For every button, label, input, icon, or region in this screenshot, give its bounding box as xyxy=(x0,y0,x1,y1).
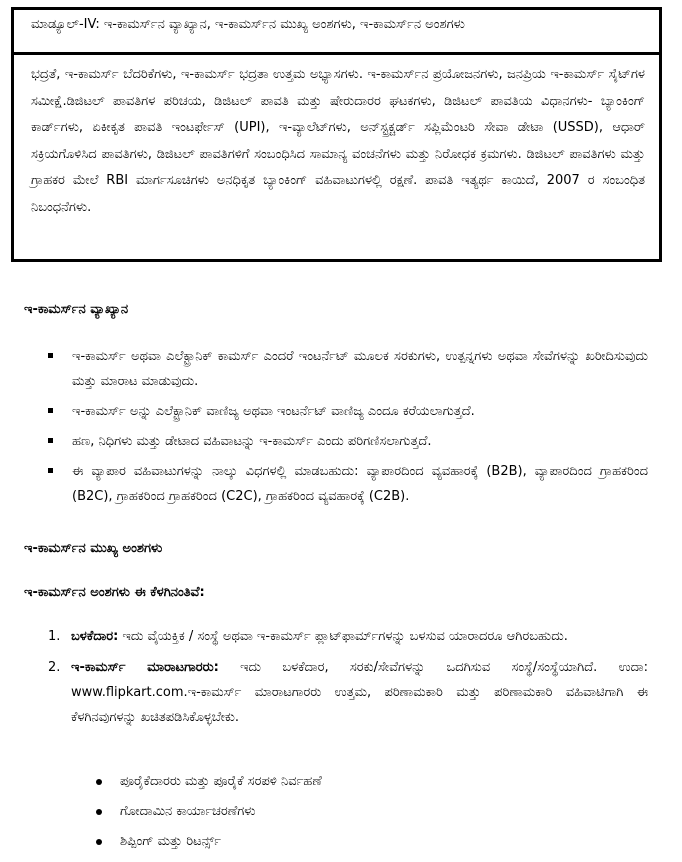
list-item xyxy=(24,624,648,649)
list-item xyxy=(94,832,322,852)
list-number: 2. xyxy=(48,660,61,675)
square-bullet-icon xyxy=(48,408,53,413)
list-item xyxy=(24,459,648,509)
round-bullet-icon xyxy=(96,779,102,785)
definition-list xyxy=(24,344,648,514)
list-item xyxy=(94,802,322,822)
term-description: ಇದು ಬಳಕೆದಾರ, ಸರಕು/ಸೇವೆಗಳನ್ನು ಒದಗಿಸುವ ಸಂಸ್ಥೆ/ಸಂಸ್ಥೆಯಾಗಿದೆ. ಉದಾ: www.flipkart.com.ಇ-ಕಾಮರ್ಸ್ ಮಾರಾಟಗಾರರು ಉತ್ತಮ, ಪರಿಣಾಮಕಾರಿ ಮತ್ತು ಪರಿಣಾಮಕಾರಿ ವಹಿವಾಟಿಗಾಗಿ ಈ ಕೆಳಗಿನವುಗಳನ್ನು ಖಚಿತಪಡಿಸಿಕೊಳ್ಳಬೇಕು. xyxy=(71,660,648,725)
module-box xyxy=(11,7,662,262)
square-bullet-icon xyxy=(48,438,53,443)
list-number: 1. xyxy=(48,629,61,644)
list-item xyxy=(94,772,322,792)
square-bullet-icon xyxy=(48,468,53,473)
list-item-text: ಇ-ಕಾಮರ್ಸ್ ಅನ್ನು ಎಲೆಕ್ಟ್ರಾನಿಕ್ ವಾಣಿಜ್ಯ ಅಥವಾ ಇಂಟರ್ನೆಟ್ ವಾಣಿಜ್ಯ ಎಂದೂ ಕರೆಯಲಾಗುತ್ತದೆ. xyxy=(72,404,475,419)
elements-subheading: ಇ-ಕಾಮರ್ಸ್‌ನ ಅಂಶಗಳು ಈ ಕೆಳಗಿನಂತಿವೆ: xyxy=(24,585,205,600)
term-description: ಇದು ವೈಯಕ್ತಿಕ / ಸಂಸ್ಥೆ ಅಥವಾ ಇ-ಕಾಮರ್ಸ್ ಪ್ಲಾಟ್‌ಫಾರ್ಮ್‌ಗಳನ್ನು ಬಳಸುವ ಯಾರಾದರೂ ಆಗಿರಬಹುದು. xyxy=(118,629,568,644)
elements-list xyxy=(24,624,648,736)
module-description: ಭದ್ರತೆ, ಇ-ಕಾಮರ್ಸ್ ಬೆದರಿಕೆಗಳು, ಇ-ಕಾಮರ್ಸ್ ಭದ್ರತಾ ಉತ್ತಮ ಅಭ್ಯಾಸಗಳು. ಇ-ಕಾಮರ್ಸ್‌ನ ಪ್ರಯೋಜನಗಳು, ಜನಪ್ರಿಯ ಇ-ಕಾಮರ್ಸ್ ಸೈಟ್‌ಗಳ ಸಮೀಕ್ಷೆ.ಡಿಜಿಟಲ್ ಪಾವತಿಗಳ ಪರಿಚಯ, ಡಿಜಿಟಲ್ ಪಾವತಿ ಮತ್ತು ಷೇರುದಾರರ ಘಟಕಗಳು, ಡಿಜಿಟಲ್ ಪಾವತಿಯ ವಿಧಾನಗಳು- ಬ್ಯಾಂಕಿಂಗ್ ಕಾರ್ಡ್‌ಗಳು, ಏಕೀಕೃತ ಪಾವತಿ ಇಂಟರ್ಫೇಸ್ (UPI), ಇ-ವ್ಯಾಲೆಟ್‌ಗಳು, ಅನ್‌ಸ್ಟ್ರಕ್ಚರ್ಡ್ ಸಪ್ಲಿಮೆಂಟರಿ ಸೇವಾ ಡೇಟಾ (USSD), ಆಧಾರ್ ಸಕ್ರಿಯಗೊಳಿಸಿದ ಪಾವತಿಗಳು, ಡಿಜಿಟಲ್ ಪಾವತಿಗಳಿಗೆ ಸಂಬಂಧಿಸಿದ ಸಾಮಾನ್ಯ ವಂಚನೆಗಳು ಮತ್ತು ನಿರೋಧಕ ಕ್ರಮಗಳು. ಡಿಜಿಟಲ್ ಪಾವತಿಗಳು ಮತ್ತು ಗ್ರಾಹಕರ ಮೇಲೆ RBI ಮಾರ್ಗಸೂಚಿಗಳು ಅನಧಿಕೃತ ಬ್ಯಾಂಕಿಂಗ್ ವಹಿವಾಟುಗಳಲ್ಲಿ ರಕ್ಷಣೆ. ಪಾವತಿ ಇತ್ಯರ್ಥ ಕಾಯಿದೆ, 2007 ರ ಸಂಬಂಧಿತ ನಿಬಂಧನೆಗಳು. xyxy=(31,67,645,215)
list-item-text: ಇ-ಕಾಮರ್ಸ್ ಅಥವಾ ಎಲೆಕ್ಟ್ರಾನಿಕ್ ಕಾಮರ್ಸ್ ಎಂದರೆ ಇಂಟರ್ನೆಟ್ ಮೂಲಕ ಸರಕುಗಳು, ಉತ್ಪನ್ನಗಳು ಅಥವಾ ಸೇವೆಗಳನ್ನು ಖರೀದಿಸುವುದು ಮತ್ತು ಮಾರಾಟ ಮಾಡುವುದು. xyxy=(72,349,648,389)
module-title: ಮಾಡ್ಯೂಲ್-IV: ಇ-ಕಾಮರ್ಸ್‌ನ ವ್ಯಾಖ್ಯಾನ, ಇ-ಕಾಮರ್ಸ್‌ನ ಮುಖ್ಯ ಅಂಶಗಳು, ಇ-ಕಾಮರ್ಸ್‌ನ ಅಂಶಗಳು xyxy=(31,17,465,32)
list-item xyxy=(24,429,648,454)
round-bullet-icon xyxy=(96,839,102,845)
list-item-text: ಈ ವ್ಯಾಪಾರ ವಹಿವಾಟುಗಳನ್ನು ನಾಲ್ಕು ವಿಧಗಳಲ್ಲಿ ಮಾಡಬಹುದು: ವ್ಯಾಪಾರದಿಂದ ವ್ಯವಹಾರಕ್ಕೆ (B2B), ವ್ಯಾಪಾರದಿಂದ ಗ್ರಾಹಕರಿಂದ (B2C), ಗ್ರಾಹಕರಿಂದ ಗ್ರಾಹಕರಿಂದ (C2C), ಗ್ರಾಹಕರಿಂದ ವ್ಯವಹಾರಕ್ಕೆ (C2B). xyxy=(72,464,648,504)
seller-tasks-list xyxy=(94,772,322,862)
square-bullet-icon xyxy=(48,353,53,358)
term-label: ಇ-ಕಾಮರ್ಸ್ ಮಾರಾಟಗಾರರು: xyxy=(71,660,219,675)
term-label: ಬಳಕೆದಾರ: xyxy=(71,629,119,644)
list-item xyxy=(24,655,648,730)
list-item-text: ಪೂರೈಕೆದಾರರು ಮತ್ತು ಪೂರೈಕೆ ಸರಪಳಿ ನಿರ್ವಹಣೆ xyxy=(120,774,322,789)
list-item-text: ಶಿಪ್ಪಿಂಗ್ ಮತ್ತು ರಿಟರ್ನ್ಸ್ xyxy=(120,834,221,849)
round-bullet-icon xyxy=(96,809,102,815)
main-elements-heading: ಇ-ಕಾಮರ್ಸ್‌ನ ಮುಖ್ಯ ಅಂಶಗಳು xyxy=(24,541,163,556)
list-item xyxy=(24,399,648,424)
definition-heading: ಇ-ಕಾಮರ್ಸ್‌ನ ವ್ಯಾಖ್ಯಾನ xyxy=(24,302,129,317)
list-item-text: ಹಣ, ನಿಧಿಗಳು ಮತ್ತು ಡೇಟಾದ ವಹಿವಾಟನ್ನು ಇ-ಕಾಮರ್ಸ್ ಎಂದು ಪರಿಗಣಿಸಲಾಗುತ್ತದೆ. xyxy=(72,434,432,449)
list-item xyxy=(24,344,648,394)
list-item-text: ಗೋದಾಮಿನ ಕಾರ್ಯಾಚರಣೆಗಳು xyxy=(120,804,256,819)
module-title-row xyxy=(14,10,659,55)
